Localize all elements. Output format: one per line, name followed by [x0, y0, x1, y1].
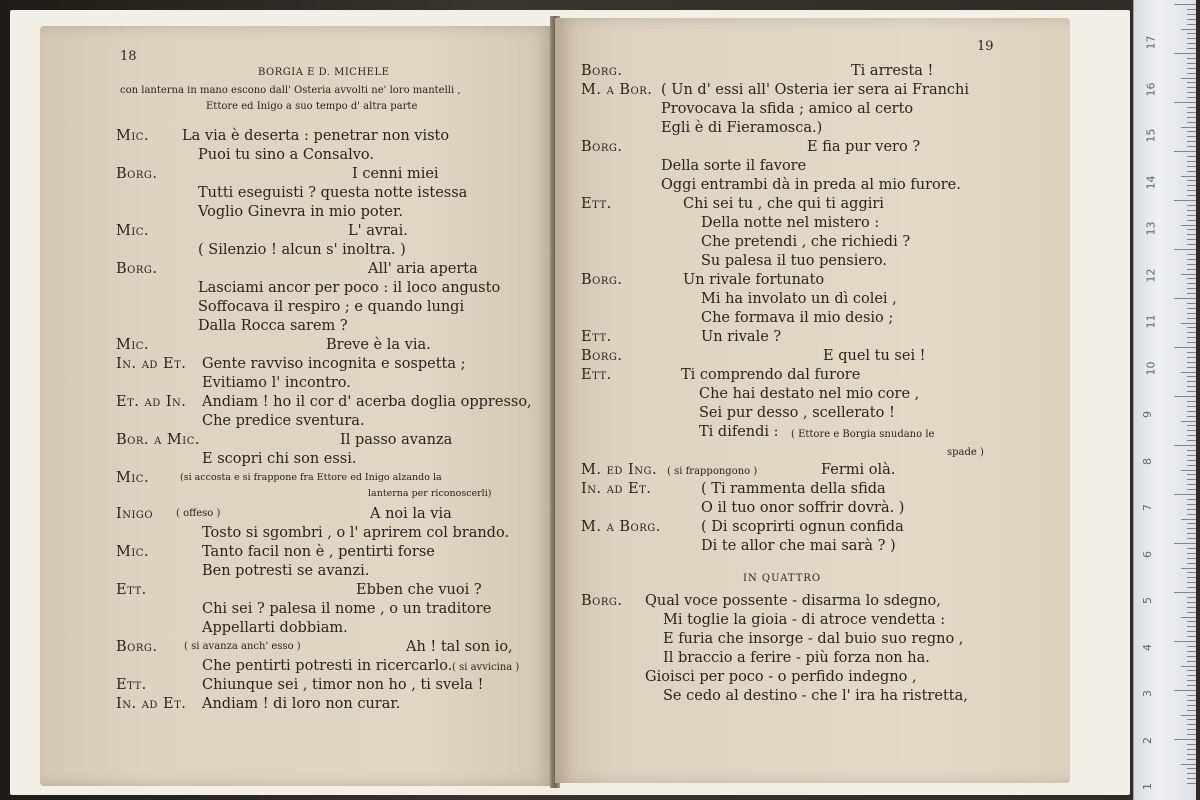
ruler-tick — [1174, 298, 1196, 299]
speaker-label: In. ad Et. — [116, 356, 187, 372]
ruler-tick — [1187, 283, 1196, 284]
ruler-tick — [1187, 68, 1196, 69]
verse-line: Gente ravviso incognita e sospetta ; — [202, 356, 466, 372]
ruler-tick — [1187, 220, 1196, 221]
speaker-label: In. ad Et. — [581, 481, 652, 497]
ruler-tick — [1181, 372, 1196, 373]
ruler-tick — [1187, 357, 1196, 358]
speaker-label: Mic. — [116, 544, 150, 560]
verse-line: La via è deserta : penetrar non visto — [182, 128, 450, 144]
ruler-tick — [1174, 53, 1196, 54]
ruler-tick — [1187, 205, 1196, 206]
verse-line: L' avrai. — [348, 223, 408, 239]
ruler-tick — [1174, 592, 1196, 593]
verse-line: O il tuo onor soffrir dovrà. ) — [701, 500, 905, 516]
ruler-tick — [1187, 597, 1196, 598]
ruler-number: 17 — [1144, 35, 1158, 50]
ruler-tick — [1187, 440, 1196, 441]
ruler-number: 16 — [1144, 82, 1158, 96]
verse-line: Chi sei tu , che qui ti aggiri — [683, 196, 884, 212]
ruler-tick — [1174, 690, 1196, 691]
verse-line: Appellarti dobbiam. — [202, 620, 348, 636]
ruler-tick — [1187, 719, 1196, 720]
ruler-tick — [1187, 278, 1196, 279]
ruler-tick — [1187, 680, 1196, 681]
ruler-tick — [1187, 773, 1196, 774]
verse-line: Sei pur desso , scellerato ! — [699, 405, 895, 421]
speaker-label: In. ad Et. — [116, 696, 187, 712]
verse-line: E quel tu sei ! — [823, 348, 926, 364]
verse-line: Egli è di Fieramosca.) — [661, 120, 823, 136]
verse-line: Ben potresti se avanzi. — [202, 563, 370, 579]
ruler-number: 9 — [1141, 411, 1154, 418]
speaker-label: Mic. — [116, 470, 150, 486]
verse-line: Fermi olà. — [821, 462, 896, 478]
ruler-tick — [1187, 528, 1196, 529]
page-number: 19 — [977, 39, 994, 54]
ruler-tick — [1187, 87, 1196, 88]
verse-line: Di te allor che mai sarà ? ) — [701, 538, 896, 554]
ruler-tick — [1181, 421, 1196, 422]
verse-line: Il braccio a ferire - più forza non ha. — [663, 650, 930, 666]
ruler-tick — [1187, 661, 1196, 662]
ruler-tick — [1187, 685, 1196, 686]
ruler-tick — [1187, 33, 1196, 34]
ruler-number: 13 — [1144, 221, 1158, 236]
ruler-tick — [1187, 489, 1196, 490]
ruler-tick — [1187, 386, 1196, 387]
ruler-tick — [1181, 715, 1196, 716]
ruler-tick — [1174, 249, 1196, 250]
ruler-tick — [1187, 484, 1196, 485]
ruler-number: 14 — [1144, 175, 1158, 189]
ruler-tick — [1181, 764, 1196, 765]
ruler-number: 4 — [1141, 643, 1154, 651]
speaker-label: Borg. — [581, 139, 623, 155]
ruler-tick — [1181, 176, 1196, 177]
ruler-tick — [1187, 479, 1196, 480]
ruler-tick — [1187, 509, 1196, 510]
ruler-tick — [1181, 519, 1196, 520]
ruler-tick — [1187, 254, 1196, 255]
ruler-tick — [1187, 700, 1196, 701]
ruler-tick — [1187, 362, 1196, 363]
speaker-label: Borg. — [116, 166, 158, 182]
speaker-label: Borg. — [581, 348, 623, 364]
verse-line: Chi sei ? palesa il nome , o un traditore — [202, 601, 492, 617]
stage-direction: ( si frappongono ) — [667, 466, 758, 477]
speaker-label: Mic. — [116, 337, 150, 353]
ruler-tick — [1181, 568, 1196, 569]
ruler-tick — [1187, 229, 1196, 230]
ruler-tick — [1187, 724, 1196, 725]
ruler-tick — [1187, 48, 1196, 49]
verse-line: ( Di scoprirti ognun confida — [701, 519, 904, 535]
verse-line: Ebben che vuoi ? — [356, 582, 482, 598]
ruler-number: 2 — [1141, 736, 1154, 744]
speaker-label: M. a Borg. — [581, 519, 661, 535]
ruler-tick — [1174, 396, 1196, 397]
verse-line: Qual voce possente - disarma lo sdegno, — [645, 593, 941, 609]
ruler-tick — [1187, 161, 1196, 162]
speaker-label: M. a Bor. — [581, 82, 653, 98]
ruler-tick — [1187, 435, 1196, 436]
speaker-label: Mic. — [116, 223, 150, 239]
ruler-tick — [1187, 141, 1196, 142]
ruler-tick — [1187, 122, 1196, 123]
ruler-number: 8 — [1141, 457, 1154, 465]
verse-line: Ti comprendo dal furore — [681, 367, 861, 383]
ruler-tick — [1187, 269, 1196, 270]
ruler-tick — [1187, 744, 1196, 745]
ruler-tick — [1187, 504, 1196, 505]
ruler-tick — [1187, 430, 1196, 431]
ruler-tick — [1187, 425, 1196, 426]
ruler-tick — [1187, 117, 1196, 118]
ruler-tick — [1187, 465, 1196, 466]
verse-line: Della sorte il favore — [661, 158, 807, 174]
ruler-tick — [1187, 538, 1196, 539]
ruler-tick — [1174, 445, 1196, 446]
stage-direction: ( Ettore e Borgia snudano le — [791, 429, 935, 440]
ruler-tick — [1187, 259, 1196, 260]
ruler-tick — [1187, 381, 1196, 382]
verse-line: Tanto facil non è , pentirti forse — [202, 544, 435, 560]
verse-line: Ti difendi : — [699, 424, 779, 440]
ruler-tick — [1187, 416, 1196, 417]
ruler-tick — [1187, 146, 1196, 147]
ruler-tick — [1187, 190, 1196, 191]
verse-line: Ah ! tal son io, — [406, 639, 513, 655]
ruler-tick — [1187, 97, 1196, 98]
ruler-tick — [1174, 347, 1196, 348]
ruler-number: 11 — [1144, 314, 1158, 329]
ruler-number: 3 — [1141, 690, 1154, 697]
ruler-tick — [1187, 626, 1196, 627]
verse-line: ( Ti rammenta della sfida — [701, 481, 886, 497]
ruler-tick — [1187, 313, 1196, 314]
ruler-tick — [1187, 337, 1196, 338]
ruler-tick — [1174, 4, 1196, 5]
verse-line: All' aria aperta — [368, 261, 478, 277]
ruler-tick — [1187, 185, 1196, 186]
ruler-tick — [1187, 749, 1196, 750]
stage-direction: ( offeso ) — [176, 508, 221, 519]
ruler-number: 12 — [1144, 268, 1158, 282]
ruler-tick — [1187, 376, 1196, 377]
ruler-tick — [1187, 695, 1196, 696]
verse-line: I cenni miei — [352, 166, 439, 182]
section-heading: IN QUATTRO — [743, 573, 822, 584]
stage-direction: con lanterna in mano escono dall' Osteria avvolti ne' loro mantelli , — [120, 85, 461, 96]
speaker-label: Borg. — [116, 639, 158, 655]
ruler-tick — [1181, 225, 1196, 226]
verse-line: Ti arresta ! — [851, 63, 934, 79]
verse-line: Mi ha involato un dì colei , — [701, 291, 897, 307]
verse-line: E fia pur vero ? — [807, 139, 921, 155]
ruler-tick — [1187, 656, 1196, 657]
ruler-tick — [1187, 710, 1196, 711]
verse-line: Soffocava il respiro ; e quando lungi — [198, 299, 465, 315]
ruler-tick — [1174, 739, 1196, 740]
ruler-tick — [1187, 107, 1196, 108]
ruler-tick — [1187, 9, 1196, 10]
ruler-tick — [1187, 612, 1196, 613]
ruler-tick — [1187, 460, 1196, 461]
speaker-label: Borg. — [116, 261, 158, 277]
ruler-tick — [1187, 411, 1196, 412]
ruler-tick — [1187, 308, 1196, 309]
verse-line: Breve è la via. — [326, 337, 431, 353]
speaker-label: Ett. — [116, 582, 147, 598]
ruler-tick — [1187, 38, 1196, 39]
ruler-tick — [1187, 646, 1196, 647]
verse-line: Un rivale ? — [701, 329, 782, 345]
ruler-tick — [1187, 352, 1196, 353]
measuring-ruler — [1133, 0, 1196, 800]
ruler-tick — [1181, 274, 1196, 275]
page-number: 18 — [120, 49, 137, 64]
verse-line: Andiam ! di loro non curar. — [202, 696, 401, 712]
verse-line: Dalla Rocca sarem ? — [198, 318, 348, 334]
ruler-tick — [1187, 14, 1196, 15]
ruler-tick — [1187, 577, 1196, 578]
ruler-tick — [1187, 705, 1196, 706]
ruler-tick — [1187, 19, 1196, 20]
ruler-tick — [1187, 171, 1196, 172]
ruler-tick — [1187, 558, 1196, 559]
speaker-label: Bor. a Mic. — [116, 432, 200, 448]
verse-line: Mi toglie la gioia - di atroce vendetta : — [663, 612, 946, 628]
ruler-tick — [1187, 318, 1196, 319]
stage-direction: ( si avanza anch' esso ) — [184, 641, 301, 652]
ruler-tick — [1187, 58, 1196, 59]
ruler-tick — [1181, 78, 1196, 79]
speaker-label: Et. ad In. — [116, 394, 187, 410]
verse-line: E scopri chi son essi. — [202, 451, 357, 467]
speaker-label: Inigo — [116, 506, 154, 522]
ruler-tick — [1187, 136, 1196, 137]
ruler-tick — [1187, 131, 1196, 132]
stage-direction: spade ) — [947, 447, 984, 458]
ruler-tick — [1187, 533, 1196, 534]
ruler-tick — [1187, 514, 1196, 515]
stage-direction: (si accosta e si frappone fra Ettore ed Inigo alzando la — [180, 472, 442, 483]
verse-line: E furia che insorge - dal buio suo regno , — [663, 631, 964, 647]
ruler-tick — [1187, 474, 1196, 475]
ruler-tick — [1187, 734, 1196, 735]
ruler-tick — [1187, 675, 1196, 676]
ruler-number: 6 — [1141, 550, 1154, 558]
ruler-tick — [1187, 523, 1196, 524]
ruler-tick — [1187, 783, 1196, 784]
verse-line: Se cedo al destino - che l' ira ha ristretta, — [663, 688, 968, 704]
ruler-tick — [1181, 617, 1196, 618]
ruler-tick — [1187, 670, 1196, 671]
speaker-label: Borg. — [581, 63, 623, 79]
ruler-tick — [1187, 82, 1196, 83]
running-head: BORGIA E D. MICHELE — [258, 67, 390, 78]
ruler-tick — [1174, 543, 1196, 544]
ruler-tick — [1187, 63, 1196, 64]
stage-direction: Ettore ed Inigo a suo tempo d' altra parte — [206, 101, 418, 112]
ruler-tick — [1187, 244, 1196, 245]
ruler-tick — [1187, 195, 1196, 196]
ruler-number: 15 — [1144, 128, 1158, 143]
speaker-label: Borg. — [581, 593, 623, 609]
ruler-tick — [1187, 450, 1196, 451]
ruler-tick — [1187, 391, 1196, 392]
ruler-tick — [1174, 151, 1196, 152]
ruler-tick — [1187, 778, 1196, 779]
ruler-tick — [1187, 621, 1196, 622]
ruler-tick — [1187, 636, 1196, 637]
verse-line: Che pentirti potresti in ricercarlo. — [202, 658, 453, 674]
ruler-tick — [1174, 200, 1196, 201]
ruler-tick — [1181, 323, 1196, 324]
ruler-tick — [1181, 127, 1196, 128]
speaker-label: Borg. — [581, 272, 623, 288]
stage-direction: ( si avvicina ) — [452, 662, 520, 673]
ruler-tick — [1187, 729, 1196, 730]
verse-line: Provocava la sfida ; amico al certo — [661, 101, 914, 117]
verse-line: Tosto si sgombri , o l' aprirem col brando. — [202, 525, 510, 541]
right-page — [555, 18, 1070, 783]
ruler-tick — [1187, 759, 1196, 760]
ruler-tick — [1187, 166, 1196, 167]
ruler-tick — [1187, 234, 1196, 235]
ruler-tick — [1187, 210, 1196, 211]
ruler-tick — [1187, 180, 1196, 181]
ruler-number: 5 — [1141, 597, 1154, 604]
ruler-tick — [1187, 607, 1196, 608]
verse-line: ( Un d' essi all' Osteria ier sera ai Franchi — [661, 82, 970, 98]
ruler-tick — [1187, 572, 1196, 573]
ruler-tick — [1187, 156, 1196, 157]
verse-line: Che formava il mio desio ; — [701, 310, 894, 326]
verse-line: A noi la via — [370, 506, 452, 522]
ruler-tick — [1187, 288, 1196, 289]
ruler-tick — [1187, 239, 1196, 240]
ruler-tick — [1174, 494, 1196, 495]
verse-line: Tutti eseguisti ? questa notte istessa — [198, 185, 468, 201]
ruler-tick — [1187, 406, 1196, 407]
ruler-tick — [1187, 215, 1196, 216]
left-page — [40, 26, 555, 786]
ruler-tick — [1187, 602, 1196, 603]
ruler-tick — [1187, 367, 1196, 368]
ruler-tick — [1187, 342, 1196, 343]
ruler-tick — [1187, 327, 1196, 328]
ruler-tick — [1187, 563, 1196, 564]
ruler-tick — [1187, 548, 1196, 549]
verse-line: Puoi tu sino a Consalvo. — [198, 147, 375, 163]
speaker-label: Ett. — [116, 677, 147, 693]
verse-line: Andiam ! ho il cor d' acerba doglia oppresso, — [202, 394, 532, 410]
speaker-label: M. ed Ing. — [581, 462, 658, 478]
ruler-tick — [1187, 582, 1196, 583]
stage-direction: lanterna per riconoscerli) — [368, 488, 492, 499]
ruler-tick — [1174, 102, 1196, 103]
ruler-tick — [1187, 768, 1196, 769]
ruler-tick — [1187, 293, 1196, 294]
ruler-tick — [1181, 470, 1196, 471]
ruler-number: 7 — [1141, 504, 1154, 511]
verse-line: Un rivale fortunato — [683, 272, 825, 288]
ruler-number: 10 — [1144, 361, 1158, 375]
verse-line: Su palesa il tuo pensiero. — [701, 253, 887, 269]
ruler-tick — [1187, 401, 1196, 402]
ruler-tick — [1187, 332, 1196, 333]
speaker-label: Ett. — [581, 329, 612, 345]
ruler-tick — [1187, 651, 1196, 652]
verse-line: Che predice sventura. — [202, 413, 365, 429]
verse-line: Lasciami ancor per poco : il loco angusto — [198, 280, 501, 296]
verse-line: Che pretendi , che richiedi ? — [701, 234, 911, 250]
verse-line: Che hai destato nel mio core , — [699, 386, 920, 402]
speaker-label: Ett. — [581, 196, 612, 212]
ruler-tick — [1187, 24, 1196, 25]
ruler-tick — [1187, 455, 1196, 456]
ruler-tick — [1181, 666, 1196, 667]
ruler-tick — [1181, 29, 1196, 30]
ruler-tick — [1187, 553, 1196, 554]
ruler-tick — [1187, 92, 1196, 93]
verse-line: Gioisci per poco - o perfido indegno , — [645, 669, 917, 685]
verse-line: Voglio Ginevra in mio poter. — [198, 204, 403, 220]
ruler-tick — [1187, 631, 1196, 632]
verse-line: Della notte nel mistero : — [701, 215, 880, 231]
ruler-tick — [1187, 499, 1196, 500]
speaker-label: Ett. — [581, 367, 612, 383]
ruler-tick — [1174, 641, 1196, 642]
ruler-tick — [1187, 303, 1196, 304]
verse-line: ( Silenzio ! alcun s' inoltra. ) — [198, 242, 406, 258]
verse-line: Il passo avanza — [340, 432, 453, 448]
ruler-number: 1 — [1141, 783, 1154, 790]
ruler-tick — [1187, 43, 1196, 44]
speaker-label: Mic. — [116, 128, 150, 144]
ruler-tick — [1187, 754, 1196, 755]
ruler-tick — [1187, 264, 1196, 265]
ruler-tick — [1187, 587, 1196, 588]
ruler-tick — [1187, 112, 1196, 113]
verse-line: Oggi entrambi dà in preda al mio furore. — [661, 177, 961, 193]
verse-line: Chiunque sei , timor non ho , ti svela ! — [202, 677, 484, 693]
ruler-tick — [1187, 73, 1196, 74]
verse-line: Evitiamo l' incontro. — [202, 375, 351, 391]
